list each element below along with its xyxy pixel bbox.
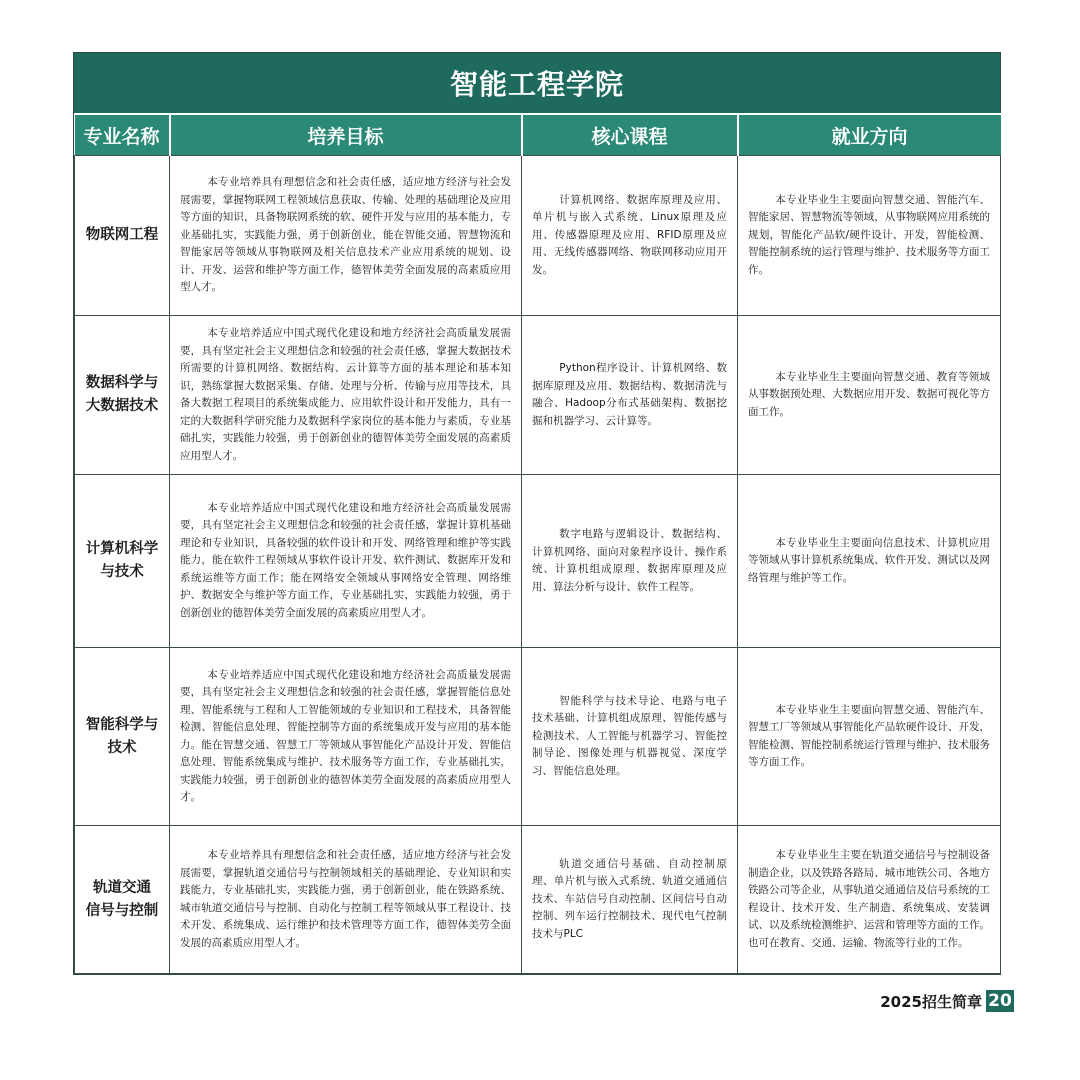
training-goal-text: 本专业培养适应中国式现代化建设和地方经济社会高质量发展需要，具有坚定社会主义理想信念和较强的社会责任感，掌握大数据技术所需要的计算机网络、数据结构、云计算等方面的基本理论和基本知识，熟练掌握大数据采集、存储、处理与分析、传输与应用等技术，具备大数据工程项目的系统集成能力、应用软件设计和开发能力，具有一定的大数据科学研究能力及数据科学家岗位的基本能力与素质，专业基础扎实，实践能力较强，勇于创新创业的德智体美劳全面发展的高素质应用型人才。: [180, 327, 511, 462]
core-courses-cell: [522, 648, 738, 826]
core-courses-text: 轨道交通信号基础、自动控制原理、单片机与嵌入式系统、轨道交通通信技术、车站信号自动控制、区间信号自动控制、列车运行控制技术、现代电气控制技术与PLC: [532, 857, 727, 940]
major-name-line: 技术: [107, 739, 137, 756]
core-courses-cell: [522, 826, 738, 974]
training-goal-cell: [170, 826, 522, 974]
career-direction-text: 本专业毕业生主要在轨道交通信号与控制设备制造企业，以及铁路各路局、城市地铁公司、各地方铁路公司等企业，从事轨道交通通信及信号系统的工程设计、技术开发、生产制造、系统集成、安装调试、以及系统检测维护、运营和管理等方面的工作。也可在教育、交通、运输、物流等行业的工作。: [748, 849, 990, 949]
training-goal-cell: [170, 648, 522, 826]
page-title: 智能工程学院: [74, 53, 1000, 113]
core-courses-cell: [522, 156, 738, 316]
training-goal-text: 本专业培养适应中国式现代化建设和地方经济社会高质量发展需要，具有坚定社会主义理想信念和较强的社会责任感，掌握计算机基础理论和专业知识，具备较强的软件设计和开发、网络管理和维护等实践能力，能在软件工程领域从事软件设计开发、软件测试、数据库开发和系统运维等方面工作；能在网络安全领域从事网络安全管理、网络维护、数据安全与维护等方面工作，专业基础扎实，实践能力较强，勇于创新创业的德智体美劳全面发展的高素质应用型人才。: [180, 501, 511, 619]
core-courses-text: 智能科学与技术导论、电路与电子技术基础、计算机组成原理、智能传感与检测技术、人工智能与机器学习、智能控制导论、图像处理与机器视觉、深度学习、智能信息处理。: [532, 694, 727, 777]
table-row: [75, 826, 1001, 974]
header-training-goal: 培养目标: [170, 114, 522, 156]
training-goal-text: 本专业培养具有理想信念和社会责任感，适应地方经济与社会发展需要，掌握物联网工程领域信息获取、传输、处理的基础理论及应用等方面的知识，具备物联网系统的软、硬件开发与应用的基本能力，专业基础扎实，实践能力强，勇于创新创业，能在智能交通、智慧物流和智能家居等领域从事物联网及相关信息技术产业应用系统的规划、设计、开发、运营和维护等方面工作，德智体美劳全面发展的高素质应用型人才。: [180, 176, 511, 294]
major-name-line: 信号与控制: [85, 902, 159, 919]
core-courses-cell: [522, 316, 738, 475]
table-row: [75, 475, 1001, 648]
header-career-direction: 就业方向: [738, 114, 1001, 156]
majors-table: [74, 113, 1001, 974]
table-row: [75, 156, 1001, 316]
major-name-line: 智能科学与: [85, 716, 159, 733]
training-goal-cell: [170, 475, 522, 648]
header-major-name: 专业名称: [75, 114, 170, 156]
career-direction-text: 本专业毕业生主要面向智慧交通、教育等领域从事数据预处理、大数据应用开发、数据可视化等方面工作。: [748, 370, 990, 418]
career-direction-text: 本专业毕业生主要面向智慧交通、智能汽车、智能家居、智慧物流等领域，从事物联网应用系统的规划，智能化产品软/硬件设计、开发，智能检测、智能控制系统的运行管理与维护、技术服务等方面工作。: [748, 193, 990, 276]
core-courses-text: 数字电路与逻辑设计、数据结构、计算机网络、面向对象程序设计、操作系统、计算机组成原理、数据库原理及应用、算法分析与设计、软件工程等。: [532, 528, 727, 593]
major-name-line: 大数据技术: [85, 398, 159, 414]
page-footer: [880, 990, 1014, 1012]
core-courses-text: Python程序设计、计算机网络、数据库原理及应用、数据结构、数据清洗与融合、Hadoop分布式基础架构、数据挖掘和机器学习、云计算等。: [532, 362, 727, 427]
brochure-title: 2025招生简章: [880, 992, 982, 1011]
core-courses-text: 计算机网络、数据库原理及应用、单片机与嵌入式系统、Linux原理及应用、传感器原理及应用、RFID原理及应用、无线传感器网络、物联网移动应用开发。: [532, 193, 727, 276]
major-name-line: 数据科学与: [85, 375, 159, 391]
core-courses-cell: [522, 475, 738, 648]
page-number: 20: [986, 990, 1014, 1012]
table-header-row: [75, 114, 1001, 156]
major-name: [75, 648, 170, 826]
training-goal-cell: [170, 156, 522, 316]
training-goal-text: 本专业培养具有理想信念和社会责任感，适应地方经济与社会发展需要，掌握轨道交通信号与控制领域相关的基础理论、专业知识和实践能力，专业基础扎实，实践能力强，勇于创新创业，能在铁路系统、城市轨道交通信号与控制、自动化与控制工程等领域从事工程设计、技术开发、系统集成、运行维护和技术管理等方面工作，德智体美劳全面发展的高素质应用型人才。: [180, 849, 511, 949]
major-name-line: 计算机科学: [85, 541, 159, 557]
major-name: [75, 475, 170, 648]
program-table-sheet: [73, 52, 1001, 975]
header-core-courses: 核心课程: [522, 114, 738, 156]
training-goal-cell: [170, 316, 522, 475]
major-name-line: 物联网工程: [85, 227, 159, 243]
major-name: [75, 316, 170, 475]
career-direction-text: 本专业毕业生主要面向信息技术、计算机应用等领域从事计算机系统集成、软件开发、测试以及网络管理与维护等工作。: [748, 536, 990, 584]
major-name: [75, 826, 170, 974]
career-direction-cell: [738, 648, 1001, 826]
career-direction-text: 本专业毕业生主要面向智慧交通、智能汽车、智慧工厂等领域从事智能化产品软硬件设计、开发，智能检测、智能控制系统运行管理与维护、技术服务等方面工作。: [748, 703, 990, 768]
career-direction-cell: [738, 826, 1001, 974]
major-name-line: 轨道交通: [93, 879, 151, 896]
career-direction-cell: [738, 156, 1001, 316]
major-name-line: 与技术: [100, 564, 144, 580]
career-direction-cell: [738, 316, 1001, 475]
career-direction-cell: [738, 475, 1001, 648]
table-row: [75, 316, 1001, 475]
training-goal-text: 本专业培养适应中国式现代化建设和地方经济社会高质量发展需要，具有坚定社会主义理想信念和较强的社会责任感，掌握智能信息处理、智能系统与工程和人工智能领域的专业知识和工程技术，具备智能检测、智能信息处理、智能控制等方面的系统集成开发与应用的基本能力。能在智慧交通、智慧工厂等领域从事智能化产品设计开发、智能信息处理、智能系统集成与维护、技术服务等方面工作，专业基础扎实，实践能力较强，勇于创新创业的德智体美劳全面发展的高素质应用型人才。: [180, 668, 511, 803]
table-row: [75, 648, 1001, 826]
major-name: [75, 156, 170, 316]
